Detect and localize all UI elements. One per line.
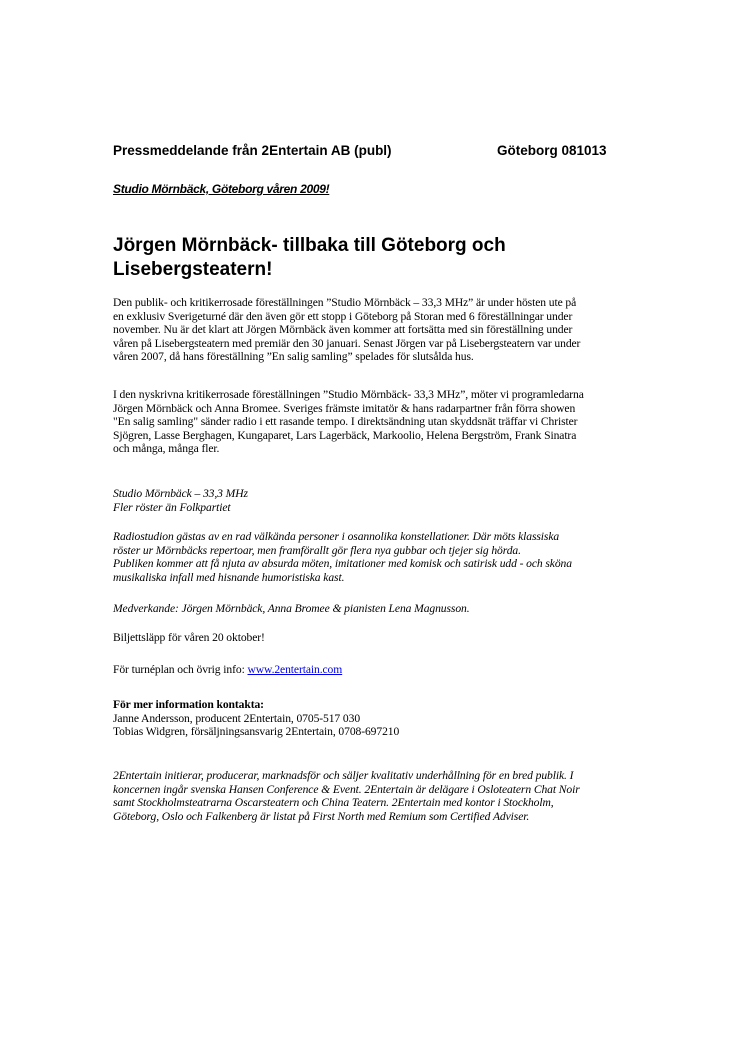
text-line: 2Entertain initierar, producerar, marknadsför och säljer kvalitativ underhållning för en bred publik. I: [113, 769, 574, 782]
show-tagline: Fler röster än Folkpartiet: [113, 500, 231, 514]
headline: [113, 234, 653, 282]
tour-info: [113, 663, 653, 677]
contact-person: Tobias Widgren, försäljningsansvarig 2Entertain, 0708-697210: [113, 725, 400, 739]
text-line: Sjögren, Lasse Berghagen, Kungaparet, Lars Lagerbäck, Markoolio, Helena Bergström, Frank Sinatra: [113, 428, 577, 442]
sender-line: Pressmeddelande från 2Entertain AB (publ): [113, 143, 392, 158]
text-line: samt Stockholmsteatrarna Oscarsteatern och China Teatern. 2Entertain med kontor i Stockholm,: [113, 796, 554, 810]
text-line: Den publik- och kritikerrosade föreställningen ”Studio Mörnbäck – 33,3 MHz” är under hösten ute på: [113, 296, 577, 309]
tour-label: För turnéplan och övrig info:: [113, 663, 248, 676]
text-line: Radiostudion gästas av en rad välkända personer i osannolika konstellationer. Där möts klassiska: [113, 530, 560, 543]
intro-paragraph: [113, 296, 653, 364]
body-paragraph: [113, 388, 653, 456]
text-line: röster ur Mörnbäcks repertoar, men framförallt gör flera nya gubbar och tjejer sig hörda.: [113, 543, 521, 557]
text-line: november. Nu är det klart att Jörgen Mörnbäck även kommer att fortsätta med sin föreställning under: [113, 323, 573, 337]
text-line: Jörgen Mörnbäck och Anna Bromee. Sveriges främste imitatör & hans radarpartner från förra showen: [113, 401, 576, 415]
contact-heading: För mer information kontakta:: [113, 698, 264, 711]
ticket-release: Biljettsläpp för våren 20 oktober!: [113, 631, 265, 644]
description-paragraph: [113, 530, 653, 584]
subtitle: Studio Mörnbäck, Göteborg våren 2009!: [113, 182, 330, 196]
text-line: Göteborg, Oslo och Falkenberg är listat på First North med Remium som Certified Adviser.: [113, 809, 530, 823]
show-info: [113, 487, 653, 514]
text-line: "En salig samling" sänder radio i ett rasande tempo. I direktsändning utan skyddsnät träffar vi Christer: [113, 415, 578, 429]
contact-block: [113, 698, 653, 739]
text-line: våren 2007, då hans föreställning ”En salig samling” spelades för slutsålda hus.: [113, 350, 474, 364]
text-line: våren på Lisebergsteatern med premiär den 30 januari. Senast Jörgen var på Lisebergsteatern var under: [113, 336, 581, 350]
show-title: Studio Mörnbäck – 33,3 MHz: [113, 487, 248, 500]
text-line: I den nyskrivna kritikerrosade föreställningen ”Studio Mörnbäck- 33,3 MHz”, möter vi programledarna: [113, 388, 584, 401]
text-line: en exklusiv Sverigeturné där den även gör ett stopp i Göteborg på Storan med 6 föreställningar under: [113, 309, 573, 323]
text-line: koncernen ingår svenska Hansen Conference & Event. 2Entertain är delägare i Osloteatern Chat Noir: [113, 782, 580, 796]
text-line: musikaliska infall med hisnande humoristiska kast.: [113, 570, 345, 584]
contact-person: Janne Andersson, producent 2Entertain, 0705-517 030: [113, 711, 361, 725]
place-date: Göteborg 081013: [497, 143, 607, 158]
website-link[interactable]: www.2entertain.com: [247, 663, 343, 676]
company-about: [113, 769, 653, 823]
text-line: och många, många fler.: [113, 442, 220, 456]
credits: Medverkande: Jörgen Mörnbäck, Anna Bromee & pianisten Lena Magnusson.: [113, 602, 470, 615]
headline-line: Lisebergsteatern!: [113, 259, 273, 280]
text-line: Publiken kommer att få njuta av absurda möten, imitationer med komisk och satirisk udd - och sköna: [113, 557, 572, 571]
headline-line: Jörgen Mörnbäck- tillbaka till Göteborg och: [113, 235, 506, 256]
